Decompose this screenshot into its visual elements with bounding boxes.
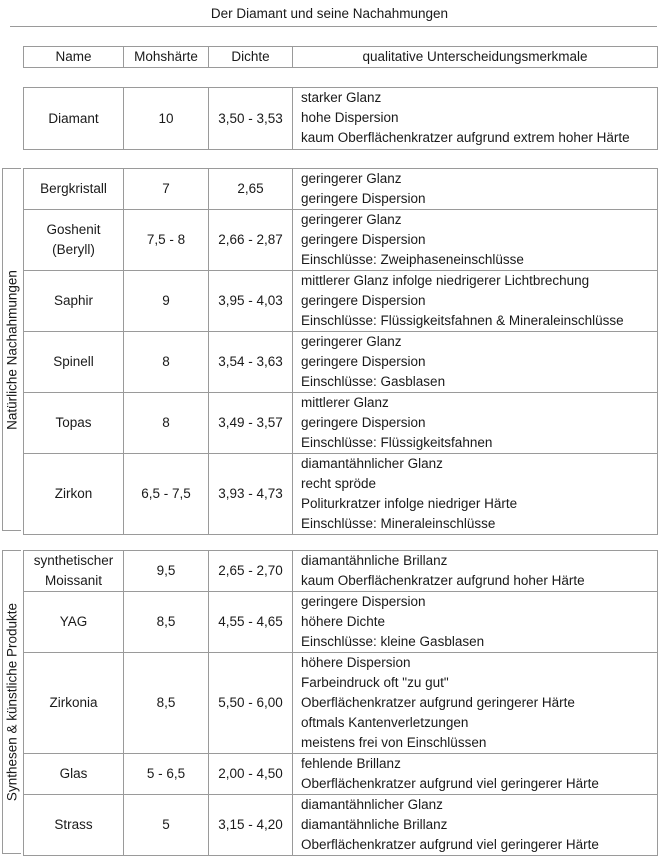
table-row <box>24 551 658 592</box>
feature-line: Einschlüsse: kleine Gasblasen <box>301 634 485 649</box>
table-row <box>24 393 658 454</box>
gem-name: synthetischer Moissanit <box>24 551 124 592</box>
gem-hardness: 6,5 - 7,5 <box>124 454 209 535</box>
gem-density: 3,49 - 3,57 <box>209 393 293 454</box>
feature-line: Einschlüsse: Gasblasen <box>301 374 446 389</box>
page-title: Der Diamant und seine Nachahmungen <box>210 6 449 21</box>
gem-features <box>293 795 658 856</box>
gem-features <box>293 271 658 332</box>
feature-line: Oberflächenkratzer aufgrund viel geringerer Härte <box>301 837 599 852</box>
feature-line: höhere Dispersion <box>301 655 411 670</box>
gem-name: Strass <box>24 795 124 856</box>
feature-line: Oberflächenkratzer aufgrund viel geringerer Härte <box>301 776 599 791</box>
header-table <box>23 46 658 68</box>
gem-density: 2,00 - 4,50 <box>209 754 293 795</box>
gem-features <box>293 393 658 454</box>
diamond-hardness: 10 <box>124 88 209 150</box>
feature-line: geringerer Glanz <box>301 334 402 349</box>
feature-line: Farbeindruck oft "zu gut" <box>301 675 449 690</box>
table-row <box>24 332 658 393</box>
gem-hardness: 5 - 6,5 <box>124 754 209 795</box>
feature-line: meistens frei von Einschlüssen <box>301 735 487 750</box>
feature-line: geringere Dispersion <box>301 232 426 247</box>
diamond-features <box>293 88 658 150</box>
gem-features <box>293 551 658 592</box>
synthetic-label-text: Synthesen & künstliche Produkte <box>4 602 20 802</box>
diamond-name: Diamant <box>24 88 124 150</box>
feature-line: diamantähnlicher Glanz <box>301 797 443 812</box>
feature-line: recht spröde <box>301 476 377 491</box>
feature-line: geringere Dispersion <box>301 191 426 206</box>
gem-density: 2,66 - 2,87 <box>209 210 293 271</box>
gem-name: Topas <box>24 393 124 454</box>
table-row <box>24 795 658 856</box>
gem-hardness: 7,5 - 8 <box>124 210 209 271</box>
table-row <box>24 754 658 795</box>
feature-line: fehlende Brillanz <box>301 756 401 771</box>
table-row <box>24 653 658 754</box>
gem-features <box>293 653 658 754</box>
gem-density: 3,54 - 3,63 <box>209 332 293 393</box>
header-features: qualitative Unterscheidungsmerkmale <box>293 47 658 68</box>
feature-line: höhere Dichte <box>301 614 386 629</box>
gem-hardness: 8,5 <box>124 592 209 653</box>
natural-group-label <box>2 168 21 531</box>
gem-hardness: 5 <box>124 795 209 856</box>
feature-line: Einschlüsse: Flüssigkeitsfahnen <box>301 435 493 450</box>
gem-name: Glas <box>24 754 124 795</box>
gem-density: 4,55 - 4,65 <box>209 592 293 653</box>
feature-line: geringere Dispersion <box>301 354 426 369</box>
header-name: Name <box>24 47 124 68</box>
gem-hardness: 8,5 <box>124 653 209 754</box>
gem-density: 2,65 - 2,70 <box>209 551 293 592</box>
gem-name: Zirkon <box>24 454 124 535</box>
feature-line: geringerer Glanz <box>301 171 402 186</box>
diamond-density: 3,50 - 3,53 <box>209 88 293 150</box>
natural-label-text: Natürliche Nachahmungen <box>4 269 20 430</box>
table-row <box>24 169 658 210</box>
gem-density: 3,95 - 4,03 <box>209 271 293 332</box>
gem-features <box>293 454 658 535</box>
gem-name: Zirkonia <box>24 653 124 754</box>
gem-features <box>293 169 658 210</box>
gem-features <box>293 210 658 271</box>
diamond-table <box>23 87 658 150</box>
feature-line: diamantähnlicher Glanz <box>301 456 443 471</box>
feature-line: geringere Dispersion <box>301 293 426 308</box>
gem-hardness: 9,5 <box>124 551 209 592</box>
gem-features <box>293 592 658 653</box>
gem-name: Goshenit (Beryll) <box>24 210 124 271</box>
feature-line: starker Glanz <box>301 90 382 105</box>
feature-line: hohe Dispersion <box>301 110 399 125</box>
feature-line: geringere Dispersion <box>301 415 426 430</box>
table-row <box>24 592 658 653</box>
header-hardness: Mohshärte <box>124 47 209 68</box>
table-row <box>24 271 658 332</box>
table-row <box>24 210 658 271</box>
natural-table <box>23 168 658 535</box>
feature-line: Einschlüsse: Mineraleinschlüsse <box>301 516 496 531</box>
feature-line: oftmals Kantenverletzungen <box>301 715 469 730</box>
feature-line: diamantähnliche Brillanz <box>301 553 448 568</box>
feature-line: geringerer Glanz <box>301 212 402 227</box>
synthetic-group-label <box>2 550 21 854</box>
feature-line: geringere Dispersion <box>301 594 426 609</box>
gem-density: 2,65 <box>209 169 293 210</box>
gem-name: YAG <box>24 592 124 653</box>
header-density: Dichte <box>209 47 293 68</box>
gem-hardness: 8 <box>124 393 209 454</box>
gem-density: 3,93 - 4,73 <box>209 454 293 535</box>
gem-hardness: 7 <box>124 169 209 210</box>
synthetic-table <box>23 550 658 856</box>
feature-line: Politurkratzer infolge niedriger Härte <box>301 496 518 511</box>
feature-line: kaum Oberflächenkratzer aufgrund hoher Härte <box>301 573 585 588</box>
feature-line: Einschlüsse: Zweiphaseneinschlüsse <box>301 252 524 267</box>
table-row <box>24 454 658 535</box>
gem-hardness: 9 <box>124 271 209 332</box>
gem-hardness: 8 <box>124 332 209 393</box>
gem-name: Bergkristall <box>24 169 124 210</box>
gem-features <box>293 332 658 393</box>
feature-line: mittlerer Glanz infolge niedrigerer Lichtbrechung <box>301 273 590 288</box>
gem-name: Spinell <box>24 332 124 393</box>
gem-name: Saphir <box>24 271 124 332</box>
feature-line: mittlerer Glanz <box>301 395 389 410</box>
feature-line: Oberflächenkratzer aufgrund geringerer Härte <box>301 695 575 710</box>
title-divider <box>10 26 657 27</box>
feature-line: kaum Oberflächenkratzer aufgrund extrem hoher Härte <box>301 130 630 145</box>
gem-density: 3,15 - 4,20 <box>209 795 293 856</box>
gem-density: 5,50 - 6,00 <box>209 653 293 754</box>
gem-features <box>293 754 658 795</box>
feature-line: Einschlüsse: Flüssigkeitsfahnen & Mineraleinschlüsse <box>301 313 624 328</box>
feature-line: diamantähnliche Brillanz <box>301 817 448 832</box>
